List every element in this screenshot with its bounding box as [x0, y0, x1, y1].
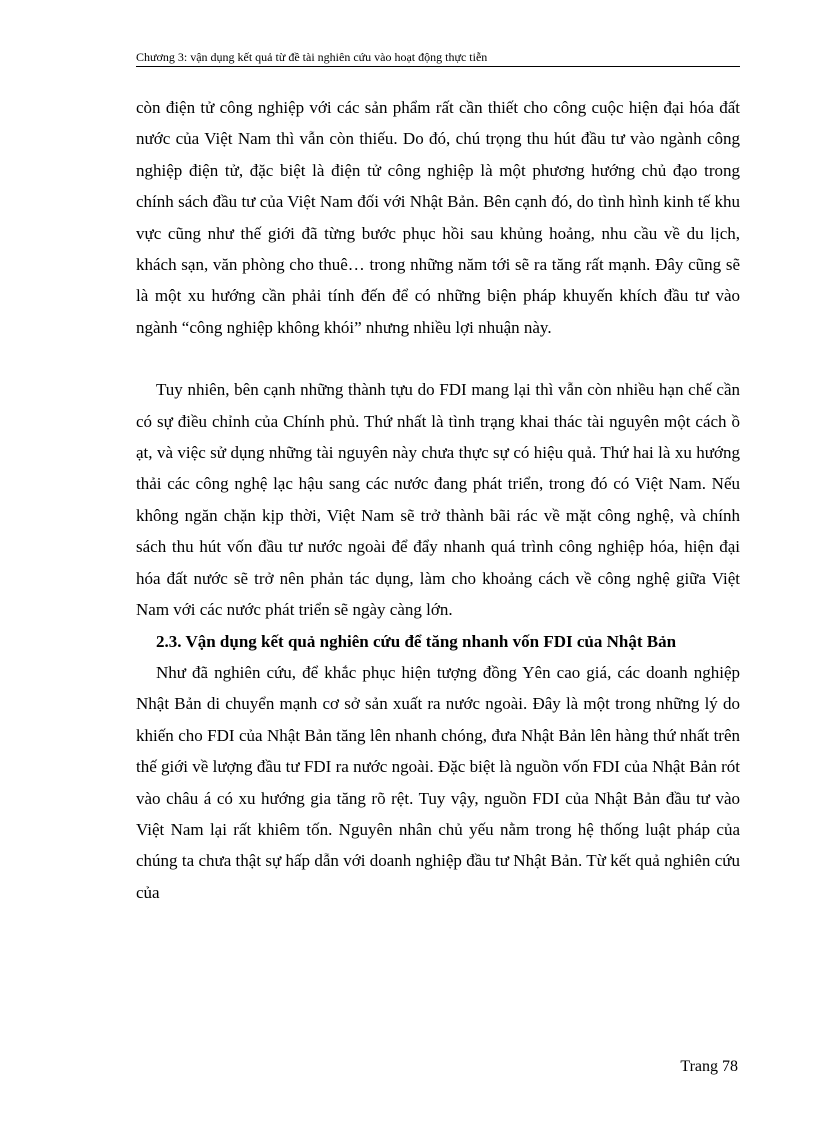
page-number: Trang 78: [680, 1058, 738, 1075]
paragraph-spacer: [136, 343, 740, 374]
paragraph-3: Như đã nghiên cứu, để khắc phục hiện tượng đồng Yên cao giá, các doanh nghiệp Nhật Bản di chuyển mạnh cơ sở sản xuất ra nước ngoài. Đây là một trong những lý do khiến cho FDI của Nhật Bản tăng lên nhanh chóng, đưa Nhật Bản lên hàng thứ nhất trên thế giới về lượng đầu tư FDI ra nước ngoài. Đặc biệt là nguồn vốn FDI của Nhật Bản rót vào châu á có xu hướng gia tăng rõ rệt. Tuy vậy, nguồn FDI của Nhật Bản đầu tư vào Việt Nam lại rất khiêm tốn. Nguyên nhân chủ yếu nằm trong hệ thống luật pháp của chúng ta chưa thật sự hấp dẫn với doanh nghiệp đầu tư Nhật Bản. Từ kết quả nghiên cứu của: [136, 662, 740, 902]
page-header: [136, 48, 740, 67]
section-heading: 2.3. Vận dụng kết quả nghiên cứu để tăng nhanh vốn FDI của Nhật Bản: [156, 631, 677, 651]
paragraph-1: còn điện tử công nghiệp với các sản phẩm rất cần thiết cho công cuộc hiện đại hóa đất nước của Việt Nam thì vẫn còn thiếu. Do đó, chú trọng thu hút đầu tư vào ngành công nghiệp điện tử, đặc biệt là điện tử công nghiệp là một phương hướng chủ đạo trong chính sách đầu tư của Việt Nam đối với Nhật Bản. Bên cạnh đó, do tình hình kinh tế khu vực cũng như thế giới đã từng bước phục hồi sau khủng hoảng, nhu cầu về du lịch, khách sạn, văn phòng cho thuê… trong những năm tới sẽ ra tăng rất mạnh. Đây cũng sẽ là một xu hướng cần phải tính đến để có những biện pháp khuyến khích đầu tư vào ngành “công nghiệp không khói” nhưng nhiều lợi nhuận này.: [136, 98, 740, 337]
paragraph-2: Tuy nhiên, bên cạnh những thành tựu do FDI mang lại thì vẫn còn nhiều hạn chế cần có sự điều chỉnh của Chính phủ. Thứ nhất là tình trạng khai thác tài nguyên một cách ồ ạt, và việc sử dụng những tài nguyên này chưa thực sự có hiệu quả. Thứ hai là xu hướng thải các công nghệ lạc hậu sang các nước đang phát triển, trong đó có Việt Nam. Nếu không ngăn chặn kịp thời, Việt Nam sẽ trở thành bãi rác về mặt công nghệ, và chính sách thu hút vốn đầu tư nước ngoài để đẩy nhanh quá trình công nghiệp hóa, hiện đại hóa đất nước sẽ trở nên phản tác dụng, làm cho khoảng cách về công nghệ giữa Việt Nam với các nước phát triển sẽ ngày càng lớn.: [136, 380, 740, 620]
document-body: [136, 92, 740, 908]
running-title: Chương 3: vận dụng kết quả từ đề tài nghiên cứu vào hoạt động thực tiễn: [136, 50, 488, 64]
